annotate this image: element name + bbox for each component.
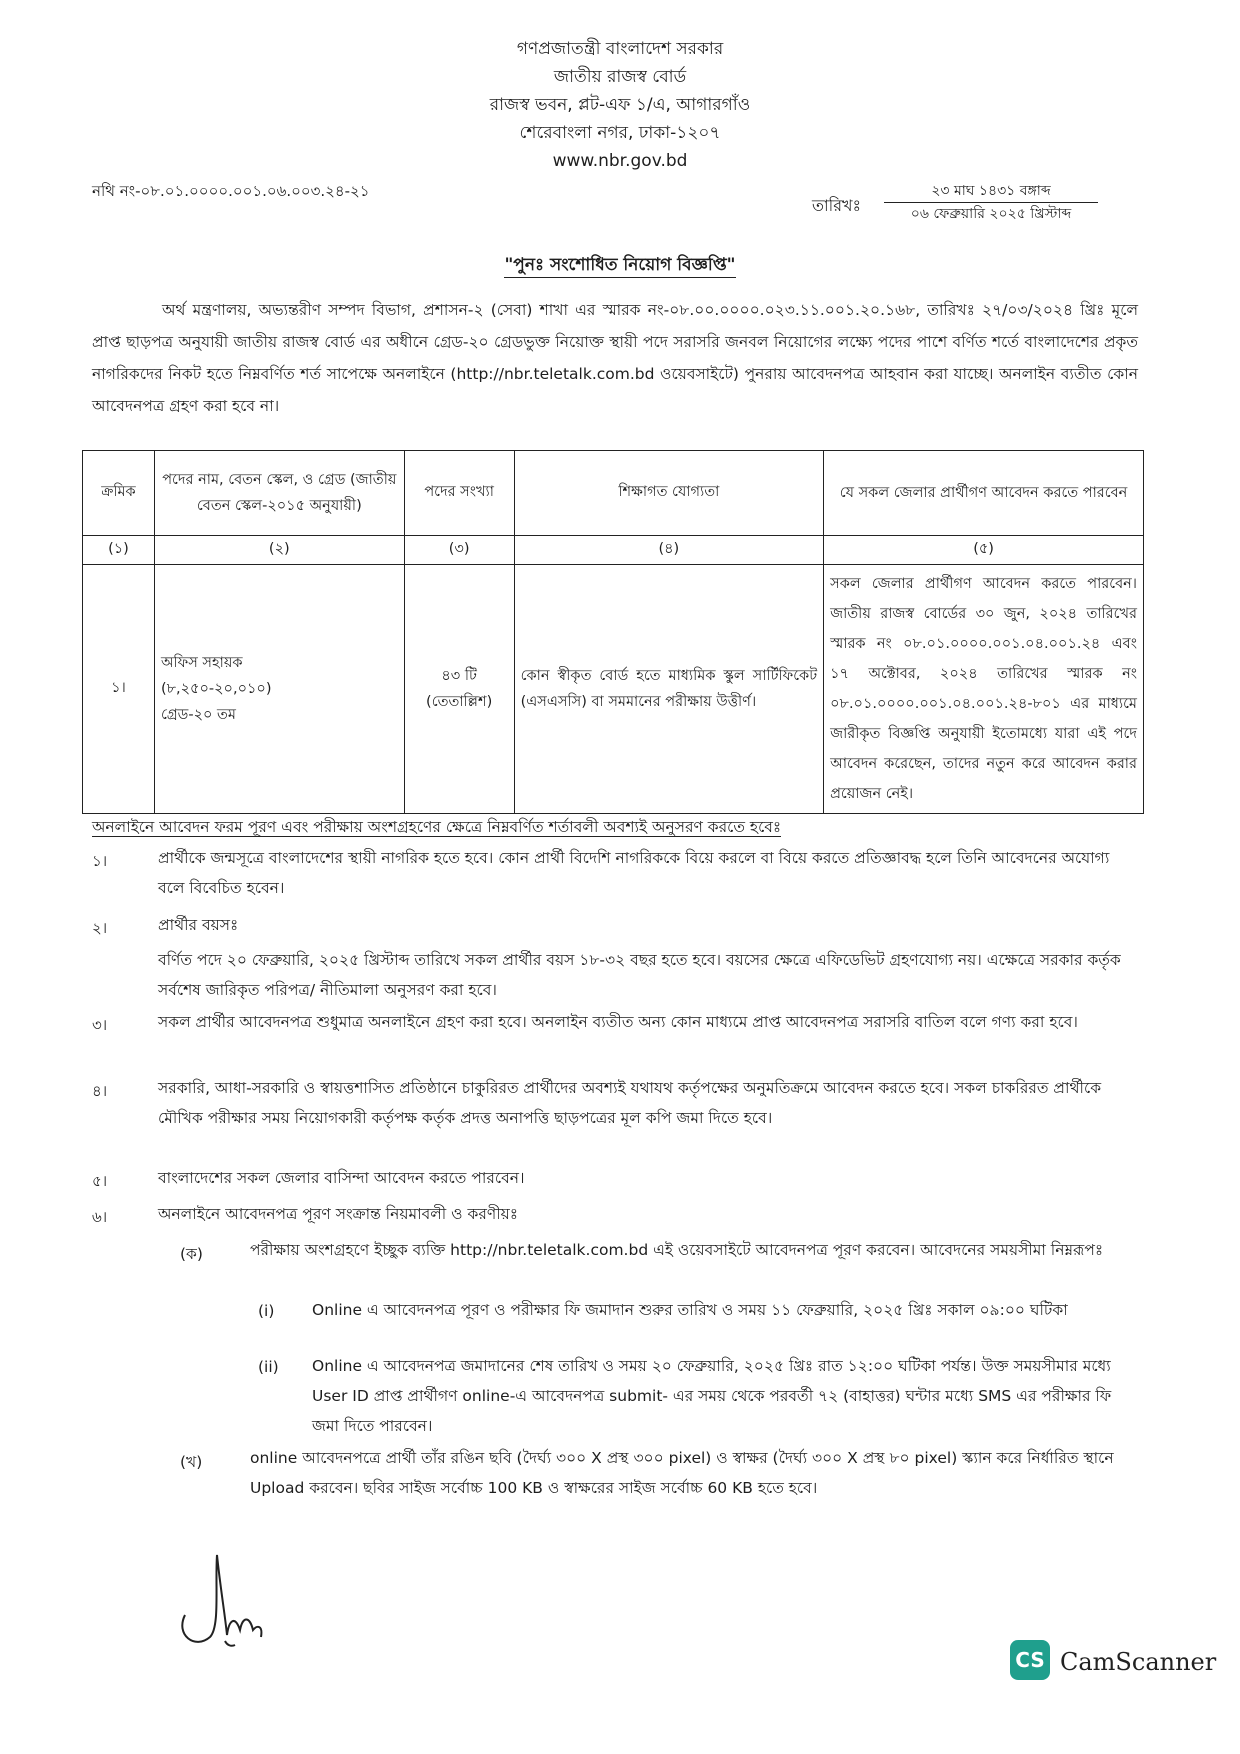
sub-item-text: online আবেদনপত্রে প্রার্থী তাঁর রঙিন ছবি (দৈর্ঘ্য ৩০০ X প্রস্থ ৩০০ pixel) ও স্বাক্ষর (দৈর্ঘ্য ৩০০ X প্রস্থ ৮০ pixel) স্ক্যান করে নির্ধারিত স্থানে Upload করবেন। ছবির সাইজ সর্বোচ্চ 100 KB ও স্বাক্ষরের সাইজ সর্বোচ্চ 60 KB হতে হবে। — [250, 1449, 1114, 1497]
condition-title: প্রার্থীর বয়সঃ — [158, 916, 239, 934]
header-org: জাতীয় রাজস্ব বোর্ড — [553, 67, 687, 87]
condition-number: ৬। — [92, 1208, 108, 1226]
sub-item-label: (ক) — [180, 1245, 203, 1263]
condition-number: ২। — [92, 919, 108, 937]
sub-item-label: (খ) — [180, 1453, 203, 1471]
post-count-words: (তেতাল্লিশ) — [426, 694, 493, 710]
condition-number: ৫। — [92, 1172, 108, 1190]
sub-item-label: (i) — [258, 1302, 275, 1320]
sub-item-text: পরীক্ষায় অংশগ্রহণে ইচ্ছুক ব্যক্তি http://nbr.teletalk.com.bd এই ওয়েবসাইটে আবেদনপত্র পূরণ করবেন। আবেদনের সময়সীমা নিম্নরূপঃ — [250, 1241, 1104, 1259]
condition-text: সকল প্রার্থীর আবেদনপত্র শুধুমাত্র অনলাইনে গ্রহণ করা হবে। অনলাইন ব্যতীত অন্য কোন মাধ্যমে প্রাপ্ত আবেদনপত্র সরাসরি বাতিল বলে গণ্য করা হবে। — [158, 1013, 1078, 1031]
table-header-row — [83, 451, 1144, 536]
post-name: অফিস সহায়ক — [160, 655, 243, 671]
condition-number: ৪। — [92, 1082, 108, 1100]
date-bangla: ২৩ মাঘ ১৪৩১ বঙ্গাব্দ — [931, 183, 1051, 199]
row-serial: ১। — [83, 565, 155, 814]
sub-item-label: (ii) — [258, 1358, 279, 1376]
header-city: শেরেবাংলা নগর, ঢাকা-১২০৭ — [519, 123, 721, 143]
sub-item-text: Online এ আবেদনপত্র পূরণ ও পরীক্ষার ফি জমাদান শুরুর তারিখ ও সময় ১১ ফেব্রুয়ারি, ২০২৫ খ্রিঃ সকাল ০৯:০০ ঘটিকা — [312, 1301, 1068, 1319]
conditions-heading: অনলাইনে আবেদন ফরম পূরণ এবং পরীক্ষায় অংশগ্রহণের ক্ষেত্রে নিম্নবর্ণিত শর্তাবলী অবশ্যই অনুসরণ করতে হবেঃ — [92, 818, 782, 836]
condition-number: ৩। — [92, 1016, 108, 1034]
table-number-row — [83, 536, 1144, 565]
col-number: (৫) — [824, 536, 1144, 565]
th-qualification: শিক্ষাগত যোগ্যতা — [514, 451, 824, 536]
row-post — [154, 565, 404, 814]
grade: গ্রেড-২০ তম — [160, 707, 236, 723]
condition-number: ১। — [92, 852, 108, 870]
intro-paragraph: অর্থ মন্ত্রণালয়, অভ্যন্তরীণ সম্পদ বিভাগ, প্রশাসন-২ (সেবা) শাখা এর স্মারক নং-০৮.০০.০০০০.০২৩.১১.০০১.২০.১৬৮, তারিখঃ ২৭/০৩/২০২৪ খ্রিঃ মূলে প্রাপ্ত ছাড়পত্র অনুযায়ী জাতীয় রাজস্ব বোর্ড এর অধীনে গ্রেড-২০ গ্রেডভুক্ত নিয়োক্ত স্থায়ী পদে সরাসরি জনবল নিয়োগের লক্ষ্যে পদের পাশে বর্ণিত শর্তে বাংলাদেশের প্রকৃত নাগরিকদের নিকট হতে নিম্নবর্ণিত শর্ত সাপেক্ষে অনলাইনে (http://nbr.teletalk.com.bd ওয়েবসাইটে) পুনরায় আবেদনপত্র আহবান করা যাচ্ছে। অনলাইন ব্যতীত কোন আবেদনপত্র গ্রহণ করা হবে না। — [92, 301, 1138, 415]
condition-text: প্রার্থীকে জন্মসূত্রে বাংলাদেশের স্থায়ী নাগরিক হতে হবে। কোন প্রার্থী বিদেশি নাগরিককে বিয়ে করলে বা বিয়ে করতে প্রতিজ্ঞাবদ্ধ হলে তিনি আবেদনের অযোগ্য বলে বিবেচিত হবেন। — [158, 849, 1110, 897]
header-address: রাজস্ব ভবন, প্লট-এফ ১/এ, আগারগাঁও — [489, 95, 751, 115]
sub-item-text: Online এ আবেদনপত্র জমাদানের শেষ তারিখ ও সময় ২০ ফেব্রুয়ারি, ২০২৫ খ্রিঃ রাত ১২:০০ ঘটিকা পর্যন্ত। উক্ত সময়সীমার মধ্যে User ID প্রাপ্ত প্রার্থীগণ online-এ আবেদনপত্র submit- এর সময় থেকে পরবর্তী ৭২ (বাহাত্তর) ঘন্টার মধ্যে SMS এর পরীক্ষার ফি জমা দিতে পারবেন। — [312, 1357, 1112, 1435]
col-number: (১) — [83, 536, 155, 565]
row-qualification: কোন স্বীকৃত বোর্ড হতে মাধ্যমিক স্কুল সার্টিফিকেট (এসএসসি) বা সমমানের পরীক্ষায় উত্তীর্ণ। — [514, 565, 824, 814]
signature-image — [165, 1545, 285, 1655]
th-post-name: পদের নাম, বেতন স্কেল, ও গ্রেড (জাতীয় বেতন স্কেল-২০১৫ অনুযায়ী) — [154, 451, 404, 536]
condition-text: বাংলাদেশের সকল জেলার বাসিন্দা আবেদন করতে পারবেন। — [158, 1169, 525, 1187]
header-website: www.nbr.gov.bd — [552, 151, 688, 171]
condition-text: সরকারি, আধা-সরকারি ও স্বায়ত্তশাসিত প্রতিষ্ঠানে চাকুরিরত প্রার্থীদের অবশ্যই যথাযথ কর্তৃপক্ষের অনুমতিক্রমে আবেদন করতে হবে। সকল চাকরিরত প্রার্থীকে মৌখিক পরীক্ষার সময় নিয়োগকারী কর্তৃপক্ষ কর্তৃক প্রদত্ত অনাপত্তি ছাড়পত্রের মূল কপি জমা দিতে হবে। — [158, 1079, 1102, 1127]
date-block — [880, 180, 1102, 225]
table-row — [83, 565, 1144, 814]
condition-text: বর্ণিত পদে ২০ ফেব্রুয়ারি, ২০২৫ খ্রিস্টাব্দ তারিখে সকল প্রার্থীর বয়স ১৮-৩২ বছর হতে হবে। বয়সের ক্ষেত্রে এফিডেভিট গ্রহণযোগ্য নয়। এক্ষেত্রে সরকার কর্তৃক সর্বশেষ জারিকৃত পরিপত্র/ নীতিমালা অনুসরণ করা হবে। — [158, 951, 1121, 999]
date-gregorian: ০৬ ফেব্রুয়ারি ২০২৫ খ্রিস্টাব্দ — [910, 206, 1072, 222]
condition-text: অনলাইনে আবেদনপত্র পূরণ সংক্রান্ত নিয়মাবলী ও করণীয়ঃ — [158, 1205, 519, 1223]
row-districts: সকল জেলার প্রার্থীগণ আবেদন করতে পারবেন। জাতীয় রাজস্ব বোর্ডের ৩০ জুন, ২০২৪ তারিখের স্মারক নং ০৮.০১.০০০০.০০১.০৪.০০১.২৪ এবং ১৭ অক্টোবর, ২০২৪ তারিখের স্মারক নং ০৮.০১.০০০০.০০১.০৪.০০১.২৪-৮০১ এর মাধ্যমে জারীকৃত বিজ্ঞপ্তি অনুযায়ী ইতোমধ্যে যারা এই পদে আবেদন করেছেন, তাদের নতুন করে আবেদন করার প্রয়োজন নেই। — [824, 565, 1144, 814]
camscanner-logo: CS — [1010, 1640, 1050, 1680]
posts-table — [82, 450, 1144, 814]
th-districts: যে সকল জেলার প্রার্থীগণ আবেদন করতে পারবেন — [824, 451, 1144, 536]
col-number: (২) — [154, 536, 404, 565]
header-govt: গণপ্রজাতন্ত্রী বাংলাদেশ সরকার — [516, 39, 724, 59]
col-number: (৪) — [514, 536, 824, 565]
date-label: তারিখঃ — [812, 196, 862, 215]
memo-number: নথি নং-০৮.০১.০০০০.০০১.০৬.০০৩.২৪-২১ — [92, 182, 370, 200]
notice-title: "পুনঃ সংশোধিত নিয়োগ বিজ্ঞপ্তি" — [0, 252, 1240, 280]
th-post-count: পদের সংখ্যা — [404, 451, 514, 536]
camscanner-watermark: CamScanner — [1060, 1648, 1217, 1676]
col-number: (৩) — [404, 536, 514, 565]
post-count: ৪৩ টি — [441, 668, 477, 684]
th-serial: ক্রমিক — [83, 451, 155, 536]
row-count — [404, 565, 514, 814]
pay-scale: (৮,২৫০-২০,০১০) — [160, 681, 272, 697]
